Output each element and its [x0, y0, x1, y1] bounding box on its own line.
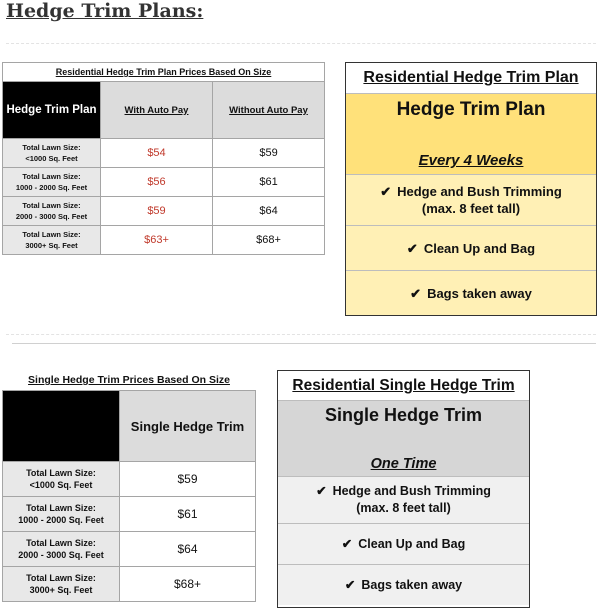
without-auto-pay-price: $61 — [213, 168, 325, 197]
feature-label: Clean Up and Bag — [423, 240, 536, 256]
feature-clean-up — [278, 523, 529, 564]
size-range: 2000 - 3000 Sq. Feet — [18, 550, 104, 560]
plan-name: Single Hedge Trim — [324, 405, 483, 425]
table-row — [3, 197, 325, 226]
size-label: Total Lawn Size: — [22, 230, 81, 239]
feature-label: Bags taken away — [361, 577, 463, 592]
plan-frequency: One Time — [370, 456, 437, 472]
single-table-caption: Single Hedge Trim Prices Based On Size — [3, 370, 256, 391]
size-range: 1000 - 2000 Sq. Feet — [15, 183, 88, 192]
lawn-size-cell — [3, 139, 101, 168]
auto-pay-price: $54 — [101, 139, 213, 168]
section-divider — [6, 43, 596, 44]
size-label: Total Lawn Size: — [22, 172, 81, 181]
check-icon: ✔ — [316, 484, 327, 498]
size-label: Total Lawn Size: — [26, 503, 96, 513]
header-single-trim: Single Hedge Trim — [120, 391, 256, 462]
lawn-size-cell — [3, 567, 120, 602]
lawn-size-cell — [3, 197, 101, 226]
lawn-size-cell — [3, 497, 120, 532]
table-row — [3, 462, 256, 497]
single-price-table — [2, 370, 256, 602]
feature-label: Bags taken away — [427, 285, 532, 301]
header-plan: Hedge Trim Plan — [3, 82, 101, 139]
page-title: Hedge Trim Plans: — [6, 0, 204, 22]
feature-note: (max. 8 feet tall) — [356, 501, 451, 515]
lawn-size-cell — [3, 226, 101, 255]
feature-note: (max. 8 feet tall) — [421, 201, 521, 216]
auto-pay-price: $59 — [101, 197, 213, 226]
check-icon: ✔ — [344, 577, 356, 592]
size-range: 1000 - 2000 Sq. Feet — [18, 515, 104, 525]
size-label: Total Lawn Size: — [26, 538, 96, 548]
single-trim-price: $61 — [120, 497, 256, 532]
residential-plan-card — [345, 62, 597, 316]
size-range: <1000 Sq. Feet — [29, 480, 93, 490]
table-row — [3, 567, 256, 602]
section-divider — [12, 343, 596, 344]
plan-summary — [346, 93, 596, 174]
check-icon: ✔ — [410, 285, 422, 301]
single-trim-price: $59 — [120, 462, 256, 497]
single-trim-price: $68+ — [120, 567, 256, 602]
check-icon: ✔ — [341, 536, 353, 551]
residential-price-table — [2, 62, 325, 255]
single-trim-price: $64 — [120, 532, 256, 567]
single-trim-card — [277, 370, 530, 608]
lawn-size-cell — [3, 532, 120, 567]
without-auto-pay-price: $64 — [213, 197, 325, 226]
size-label: Total Lawn Size: — [26, 468, 96, 478]
table-row — [3, 139, 325, 168]
check-icon: ✔ — [380, 184, 392, 199]
size-range: 2000 - 3000 Sq. Feet — [15, 212, 88, 221]
size-range: 3000+ Sq. Feet — [25, 241, 78, 250]
plan-frequency: Every 4 Weeks — [418, 152, 524, 169]
feature-label: Hedge and Bush Trimming — [332, 484, 491, 498]
header-without-auto-pay: Without Auto Pay — [213, 82, 325, 139]
table-row — [3, 168, 325, 197]
header-blank — [3, 391, 120, 462]
table-row — [3, 532, 256, 567]
feature-bags-away — [278, 564, 529, 605]
residential-table-caption: Residential Hedge Trim Plan Prices Based On Size — [3, 63, 325, 82]
table-row — [3, 226, 325, 255]
section-divider — [6, 334, 596, 335]
without-auto-pay-price: $59 — [213, 139, 325, 168]
feature-bags-away — [346, 270, 596, 315]
auto-pay-price: $63+ — [101, 226, 213, 255]
size-label: Total Lawn Size: — [22, 143, 81, 152]
feature-clean-up — [346, 225, 596, 270]
without-auto-pay-price: $68+ — [213, 226, 325, 255]
residential-card-title: Residential Hedge Trim Plan — [363, 69, 579, 86]
lawn-size-cell — [3, 168, 101, 197]
feature-label: Clean Up and Bag — [358, 536, 466, 551]
header-with-auto-pay: With Auto Pay — [101, 82, 213, 139]
single-card-title: Residential Single Hedge Trim — [292, 377, 515, 394]
table-row — [3, 497, 256, 532]
auto-pay-price: $56 — [101, 168, 213, 197]
plan-summary — [278, 400, 529, 476]
size-range: 3000+ Sq. Feet — [29, 585, 93, 595]
feature-label: Hedge and Bush Trimming — [397, 184, 562, 199]
check-icon: ✔ — [406, 240, 418, 256]
feature-hedge-trimming — [346, 174, 596, 225]
lawn-size-cell — [3, 462, 120, 497]
feature-hedge-trimming — [278, 476, 529, 523]
plan-name: Hedge Trim Plan — [396, 99, 546, 120]
size-range: <1000 Sq. Feet — [25, 154, 78, 163]
size-label: Total Lawn Size: — [26, 573, 96, 583]
size-label: Total Lawn Size: — [22, 201, 81, 210]
